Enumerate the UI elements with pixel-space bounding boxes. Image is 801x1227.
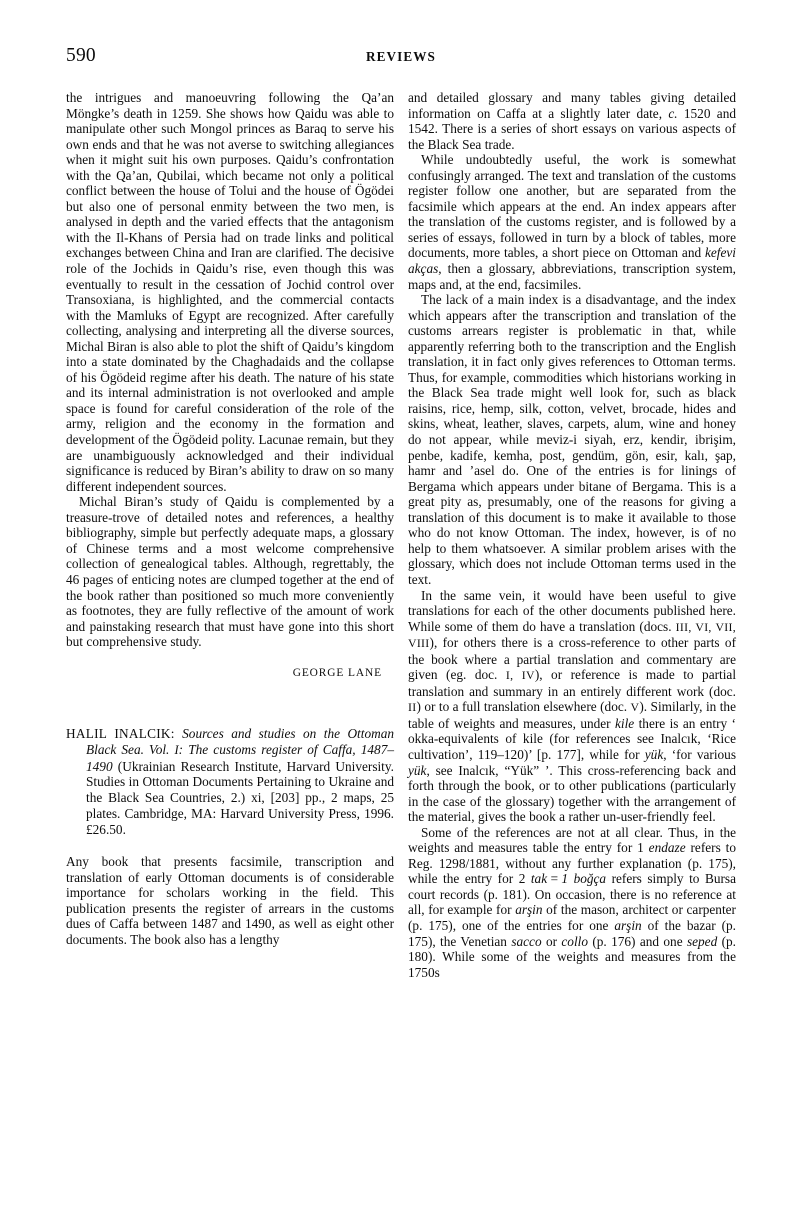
paragraph-r5-collo: collo: [561, 933, 588, 949]
paragraph-r5-seped: seped: [686, 933, 718, 949]
paragraph-r5-seg8: (p. 180). While some of the weights and measures from the 1750s: [408, 933, 736, 980]
page-content: [66, 46, 736, 980]
review-signature: GEORGE LANE: [292, 666, 382, 679]
paragraph-r5-seg1: Some of the references are not at all clear. Thus, in the weights and measures table the entry for 1: [408, 824, 736, 856]
paragraph-r2-seg2: , then a glossary, abbreviations, transcription system, maps and, at the end, facsimiles.: [408, 261, 736, 292]
two-column-body: [66, 90, 736, 980]
review2-imprint: (Ukrainian Research Institute, Harvard University. Studies in Ottoman Documents Pertaining to Ukraine and the Black Sea Countries, 2.) xi, [203] pp., 2 maps, 25 plates. Cambridge, MA: Harvard University Press, 1996. £26.50.: [86, 758, 394, 838]
review2-author: HALIL INALCIK:: [66, 725, 175, 741]
paragraph-r5-seg4: of the mason, architect or carpenter (p. 175), one of the entries for one: [408, 902, 736, 933]
running-head-title: REVIEWS: [366, 49, 436, 64]
paragraph-r4-seg2: ), for others there is a cross-reference to other parts of the book where a partial translation and commentary are given (eg. doc.: [408, 635, 736, 683]
paragraph-r4-yuk-1: yük: [644, 746, 664, 762]
paragraph-r5-arsin-1: arşin: [515, 902, 543, 918]
paragraph-r4-kile: kile: [615, 715, 635, 731]
paragraph-r3: [408, 292, 736, 587]
review2-title-part1: Sources and studies on the Ottoman Black Sea. Vol.: [86, 725, 394, 757]
review2-heading: [66, 726, 394, 838]
paragraph-r4-docs-4: V: [630, 700, 640, 715]
paragraph-r4-yuk-2: yük: [408, 762, 427, 778]
paragraph-r3-seg1: The lack of a main index is a disadvantage, and the index which appears after the transcription and translation of the customs arrears register is problematic in that, while apparently referring both to the transcription and the English translation, it in fact only gives references to Ottoman terms. Thus, for example, commodities which historians working in the Black Sea trade might well look for, such as black raisins, rice, hemp, silk, cotton, velvet, brocade, hides and skins, wheat, leather, slaves, carpets, alum, wine and honey do not appear, while meviz-i siyah, erz, kendir, ibrişim, penbe, kadife, kemha, post, gendüm, gön, esir, kalı, şap, hamr and ’asel do. One of the entries is for linings of Bergama which appears under bitane of Bergama. This is a great pity as, presumably, one of the reasons for giving a translation of this document is to make it available to those who do not know Ottoman. The index, however, is of no help to them whatsoever. A similar problem arises with the glossary, which does not include Ottoman terms used in the text.: [408, 292, 736, 587]
paragraph-r1-circa: c.: [668, 105, 678, 121]
paragraph-r5-seg6: or: [541, 933, 562, 949]
paragraph-r5-seg7: (p. 176) and one: [587, 933, 687, 949]
paragraph-r4-seg8: , see Inalcık, “Yük” ’. This cross-referencing back and forth through the book, or to other publications (particularly in the case of the glossary) together with the arrangement of the material, gives the book a rather un-user-friendly feel.: [408, 762, 736, 825]
paragraph-r4-seg5: ). Similarly, in the table of weights and measures, under: [408, 699, 736, 731]
paragraph-review1-continuation: the intrigues and manoeuvring following the Qa’an Möngke’s death in 1259. She shows how Qaidu was able to manipulate other such Mongol princes as Baraq to serve his own ends and that he was not averse to switching allegiances when it might suit his own purposes. Qaidu’s confrontation with the Qa’an, Qubilai, which became not only a political conflict between the house of Tolui and the house of Ögödei but also one of personal enmity between the two men, is analysed in depth and the varied effects that the antagonism with the Il-Khans of Persia had on trade links and political exchanges between China and Iran are clarified. The decisive role of the Jochids in Qaidu’s rise, even though this was eventually to result in the cessation of Jochid control over Transoxiana, is highlighted, and the commercial contacts with the Mamluks of Egypt are recognized. After carefully collecting, analysing and interpreting all the diverse sources, Michal Biran is also able to plot the shift of Qaidu’s kingdom into a state dominated by the Chaghadaids and the collapse of his Ögödeid regime after his death. The nature of his state and its internal administration is not overlooked and ample space is found for careful consideration of the role of the army, religion and the economy in the formation and development of the Ögödeid polity. Lacunae remain, but they are unambiguously acknowledged and their individual significance is reduced by Biran’s ability to draw on so many different independent sources.: [66, 90, 394, 494]
paragraph-r4-docs-1: III, VI, VII, VIII: [408, 619, 737, 651]
paragraph-review2-first: Any book that presents facsimile, transcription and translation of early Ottoman documents is of considerable importance for scholars working in the field. This publication presents the register of arrears in the customs dues of Caffa between 1487 and 1490, as well as eight other documents. The book also has a lengthy: [66, 854, 394, 947]
review2-volume-numeral: I: [174, 742, 179, 757]
paragraph-r4-seg3: ), or reference is made to partial translation and summary in an entirely different work (doc.: [408, 667, 737, 699]
paragraph-r4-seg6: there is an entry ‘ okka-equivalents of kile (for references see Inalcık, ‘Rice cultivation’, 119–120)’ [p. 177], while for: [408, 715, 736, 762]
paragraph-r1-seg1: and detailed glossary and many tables giving detailed information on Caffa at a slightly later date,: [408, 90, 736, 121]
paragraph-r4-seg1: In the same vein, it would have been useful to give translations for each of the other documents published here. While some of them do have a translation (docs.: [408, 587, 736, 634]
review2-title-part2: : The customs register of Caffa, 1487–1490: [86, 741, 394, 774]
paragraph-r5-sacco: sacco: [511, 933, 542, 949]
paragraph-r5-endaze: endaze: [648, 840, 686, 856]
paragraph-r4-seg4: ) or to a full translation elsewhere (doc.: [416, 699, 631, 715]
right-column: [408, 90, 736, 980]
paragraph-r5-tak: tak = 1 boğça: [530, 871, 607, 887]
paragraph-r5-seg2: refers to Reg. 1298/1881, without any further explanation (p. 175), while the entry for 2: [408, 840, 736, 887]
paragraph-r5-arsin-2: arşin: [614, 917, 642, 933]
paragraph-r2: [408, 152, 736, 292]
paragraph-r1-seg2: 1520 and 1542. There is a series of short essays on various aspects of the Black Sea trade.: [408, 105, 736, 152]
page-number: 590: [66, 45, 96, 66]
paragraph-r5: [408, 825, 736, 980]
paragraph-r4: [408, 588, 736, 825]
paragraph-r2-seg1: While undoubtedly useful, the work is somewhat confusingly arranged. The text and translation of the customs register follow one another, but are separated from the facsimile which appears at the end. An index appears after the translation of the customs register, and is followed by a series of essays, followed in turn by a block of tables, more documents, more tables, a short piece on Ottoman and: [408, 152, 736, 261]
paragraph-r4-docs-3: II: [408, 700, 417, 715]
paragraph-r5-seg5: of the bazar (p. 175), the Venetian: [408, 917, 736, 949]
paragraph-review1-second: Michal Biran’s study of Qaidu is complemented by a treasure-trove of detailed notes and references, a healthy bibliography, simple but perfectly adequate maps, a glossary of Chinese terms and a most welcome comprehensive collection of genealogical tables. Although, regrettably, the 46 pages of enticing notes are clumped together at the end of the book rather than positioned so much more conveniently as footnotes, they are fully reflective of the amount of work and painstaking research that must have gone into this short but comprehensive study.: [66, 494, 394, 650]
paragraph-r2-kefevi: kefevi akças: [408, 245, 736, 277]
paragraph-r5-seg3: refers simply to Bursa court records (p. 181). On occasion, there is no reference at all, for example for: [408, 871, 736, 918]
paragraph-r4-docs-2: I, IV: [505, 668, 535, 683]
paragraph-r1: [408, 90, 736, 152]
left-column: [66, 90, 394, 947]
paragraph-r4-seg7: , ‘for various: [663, 746, 736, 762]
running-head: [66, 46, 736, 76]
